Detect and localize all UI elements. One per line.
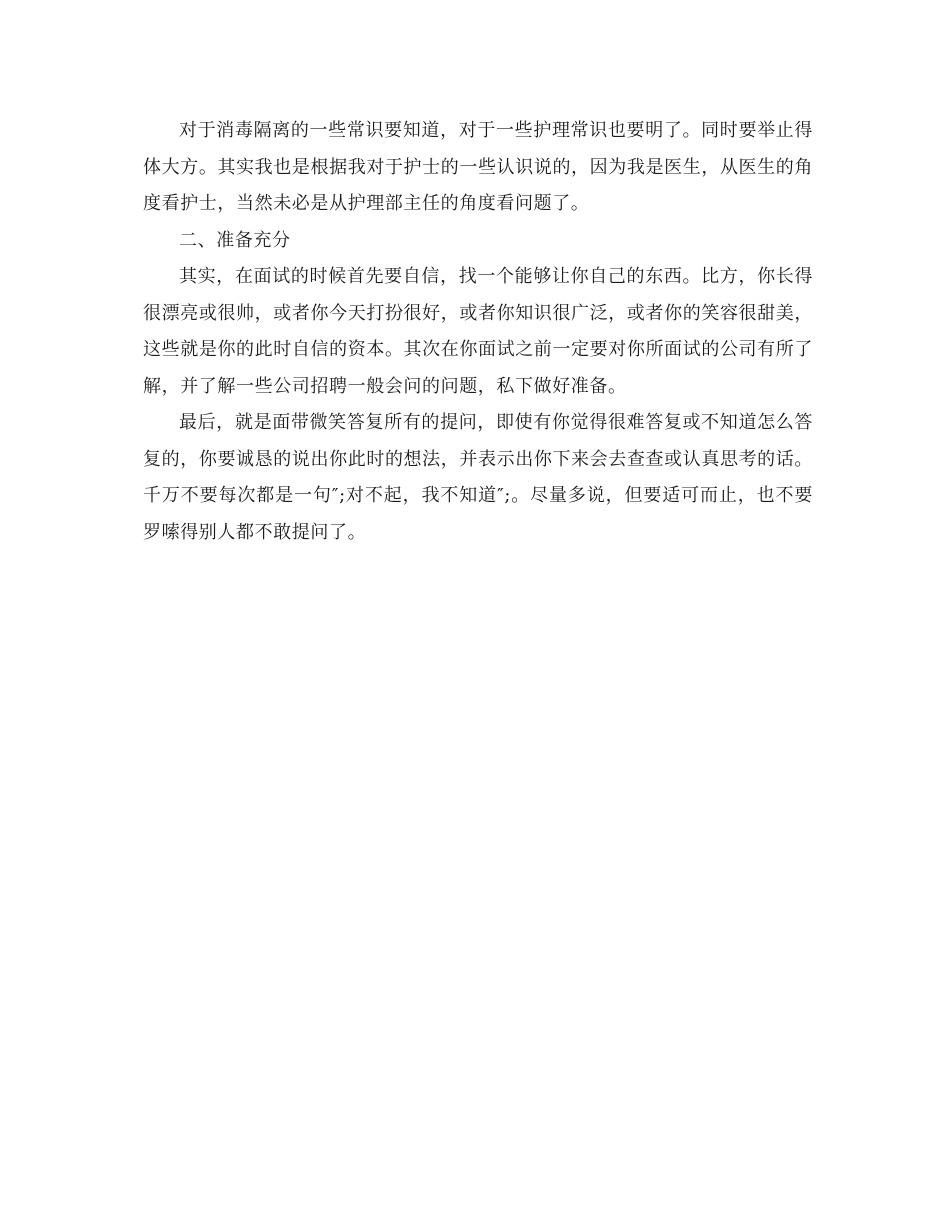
document-body: [143, 113, 813, 551]
paragraph-answering: 最后，就是面带微笑答复所有的提问，即使有你觉得很难答复或不知道怎么答复的，你要诚恳的说出你此时的想法，并表示出你下来会去查查或认真思考的话。千万不要每次都是一句″;对不起，我不知道″;。尽量多说，但要适可而止，也不要罗嗦得别人都不敢提问了。: [143, 412, 813, 543]
paragraph-disinfection: 对于消毒隔离的一些常识要知道，对于一些护理常识也要明了。同时要举止得体大方。其实我也是根据我对于护士的一些认识说的，因为我是医生，从医生的角度看护士，当然未必是从护理部主任的角度看问题了。: [143, 120, 813, 214]
paragraph-confidence: 其实，在面试的时候首先要自信，找一个能够让你自己的东西。比方，你长得很漂亮或很帅，或者你今天打扮很好，或者你知识很广泛，或者你的笑容很甜美，这些就是你的此时自信的资本。其次在你面试之前一定要对你所面试的公司有所了解，并了解一些公司招聘一般会问的问题，私下做好准备。: [143, 266, 813, 397]
section-heading-preparation: 二、准备充分: [179, 229, 291, 251]
